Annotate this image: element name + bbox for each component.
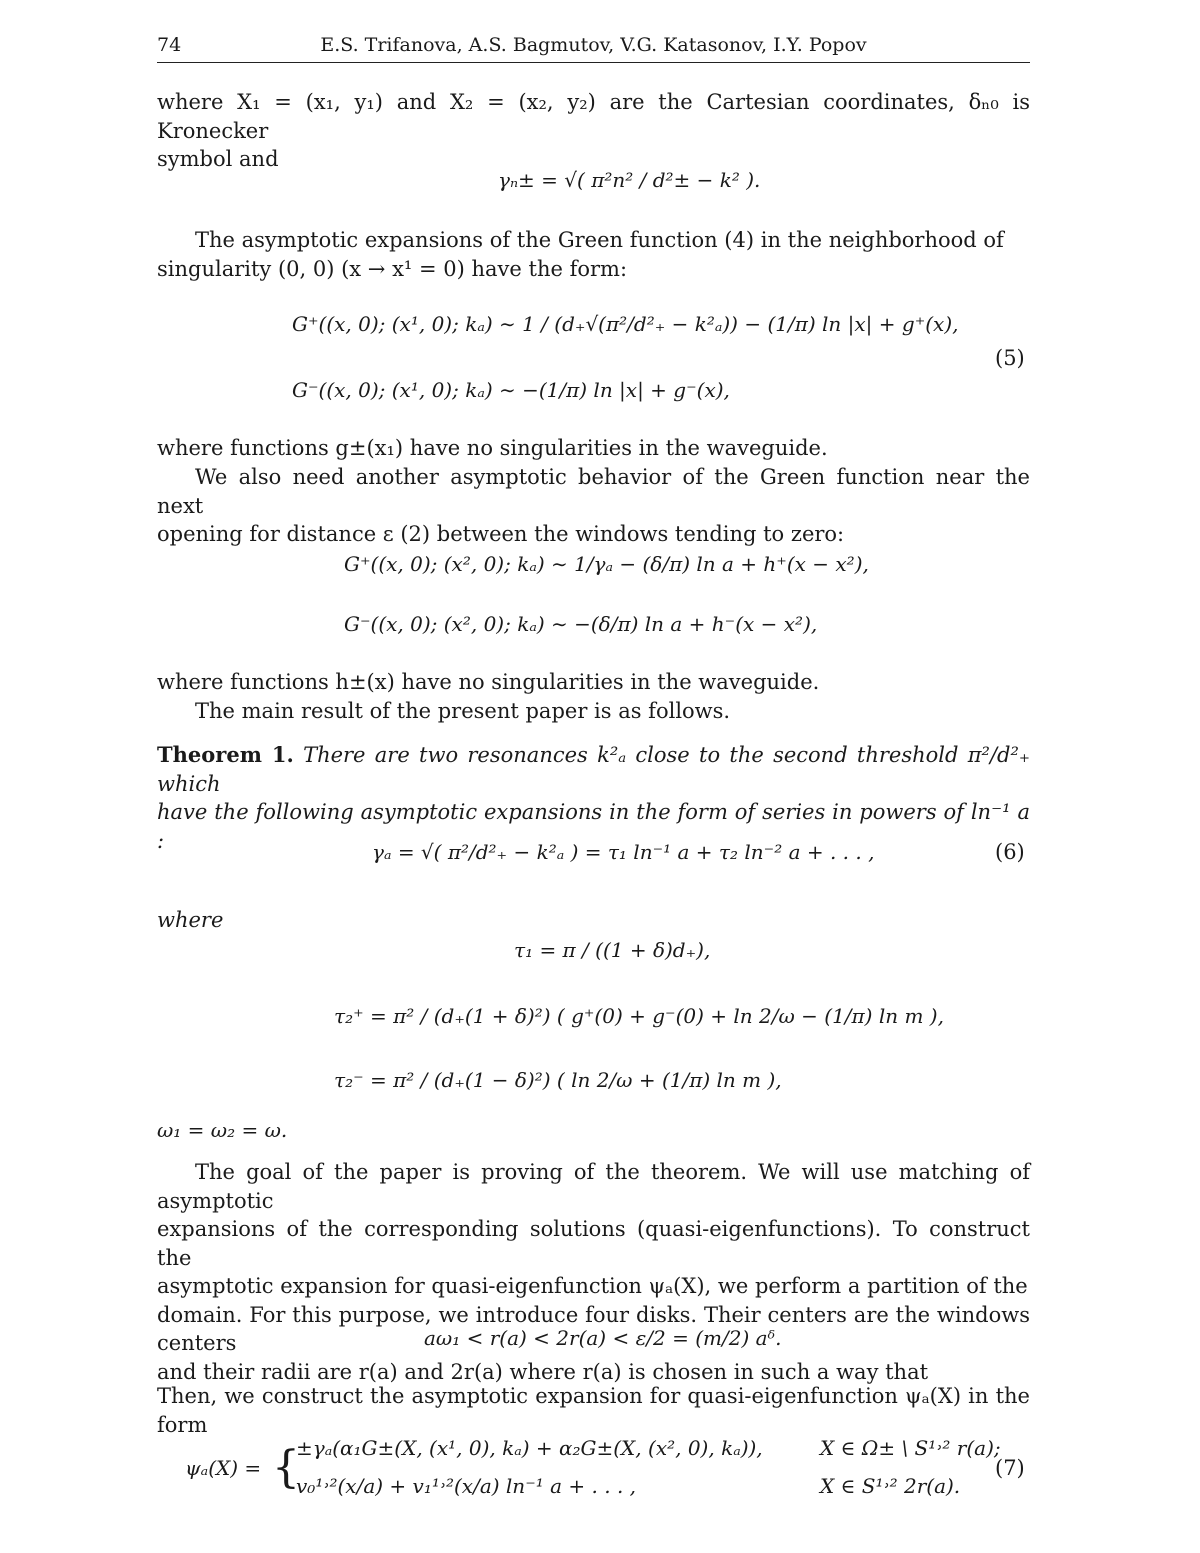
equation-h-line-1: G⁺((x, 0); (x², 0); kₐ) ∼ 1/γₐ − (δ/π) ln a + h⁺(x − x²), bbox=[344, 552, 869, 576]
paragraph-asymptotic-expansions bbox=[157, 226, 1030, 283]
equation-7-lhs: ψₐ(X) = bbox=[185, 1456, 262, 1480]
equation-tau-2-minus: τ₂⁻ = π² / (d₊(1 − δ)²) ( ln 2/ω + (1/π) ln m ), bbox=[334, 1068, 782, 1092]
text-line: The goal of the paper is proving of the theorem. We will use matching of asymptotic bbox=[157, 1160, 1030, 1213]
paragraph-goal bbox=[157, 1158, 1030, 1386]
equation-6: γₐ = √( π²/d²₊ − k²ₐ ) = τ₁ ln⁻¹ a + τ₂ ln⁻² a + . . . , bbox=[372, 840, 875, 864]
equation-omega: ω₁ = ω₂ = ω. bbox=[157, 1118, 288, 1142]
where-label: where bbox=[157, 908, 224, 932]
running-header bbox=[157, 34, 1030, 62]
text-line: symbol and bbox=[157, 147, 279, 171]
theorem-label: Theorem 1. bbox=[157, 742, 294, 767]
equation-number-5: (5) bbox=[995, 346, 1025, 370]
text-line: domain. For this purpose, we introduce four disks. Their centers are the windows centers bbox=[157, 1302, 1030, 1355]
equation-7-case-2: v₀¹˒²(x/a) + v₁¹˒²(x/a) ln⁻¹ a + . . . , bbox=[296, 1474, 637, 1498]
text-line: asymptotic expansion for quasi-eigenfunction ψₐ(X), we perform a partition of the bbox=[157, 1274, 1028, 1298]
equation-7-brace: { bbox=[272, 1442, 300, 1493]
paragraph-functions-g: where functions g±(x₁) have no singularities in the waveguide. bbox=[157, 436, 828, 460]
theorem-line: have the following asymptotic expansions in the form of series in powers of ln⁻¹ a : bbox=[157, 800, 1030, 853]
equation-radius: aω₁ < r(a) < 2r(a) < ε/2 = (m/2) aᵟ. bbox=[424, 1326, 782, 1350]
text-line: singularity (0, 0) (x → x¹ = 0) have the form: bbox=[157, 256, 628, 281]
header-rule bbox=[157, 62, 1030, 63]
paragraph-functions-h: where functions h±(x) have no singularities in the waveguide. bbox=[157, 670, 820, 694]
equation-7-case-1: ±γₐ(α₁G±(X, (x¹, 0), kₐ) + α₂G±(X, (x², 0), kₐ)), bbox=[296, 1436, 763, 1460]
theorem-text: There are two resonances k²ₐ close to the second threshold π²/d²₊ which bbox=[157, 743, 1030, 796]
equation-number-6: (6) bbox=[995, 840, 1025, 864]
equation-7-condition-1: X ∈ Ω± \ S¹˒² r(a); bbox=[820, 1436, 1001, 1460]
text-line: where X₁ = (x₁, y₁) and X₂ = (x₂, y₂) are the Cartesian coordinates, δₙ₀ is Kronecker bbox=[157, 90, 1030, 143]
paragraph-another-asymptotic bbox=[157, 463, 1030, 549]
text-line: We also need another asymptotic behavior of the Green function near the next bbox=[157, 465, 1030, 518]
paragraph-main-result: The main result of the present paper is as follows. bbox=[195, 699, 731, 723]
paragraph-construct: Then, we construct the asymptotic expansion for quasi-eigenfunction ψₐ(X) in the form bbox=[157, 1384, 1030, 1437]
equation-5-line-1: G⁺((x, 0); (x¹, 0); kₐ) ∼ 1 / (d₊√(π²/d²₊ − k²ₐ)) − (1/π) ln |x| + g⁺(x), bbox=[292, 312, 959, 336]
equation-5-line-2: G⁻((x, 0); (x¹, 0); kₐ) ∼ −(1/π) ln |x| + g⁻(x), bbox=[292, 378, 730, 402]
equation-tau-1: τ₁ = π / ((1 + δ)d₊), bbox=[514, 938, 711, 962]
equation-tau-2-plus: τ₂⁺ = π² / (d₊(1 + δ)²) ( g⁺(0) + g⁻(0) + ln 2/ω − (1/π) ln m ), bbox=[334, 1004, 944, 1028]
paragraph-coordinates bbox=[157, 88, 1030, 174]
equation-gamma-n: γₙ± = √( π²n² / d²± − k² ). bbox=[498, 168, 761, 192]
equation-7-condition-2: X ∈ S¹˒² 2r(a). bbox=[820, 1474, 961, 1498]
equation-h-line-2: G⁻((x, 0); (x², 0); kₐ) ∼ −(δ/π) ln a + h⁻(x − x²), bbox=[344, 612, 818, 636]
page-number: 74 bbox=[157, 34, 182, 56]
theorem-1 bbox=[157, 741, 1030, 855]
text-line: and their radii are r(a) and 2r(a) where r(a) is chosen in such a way that bbox=[157, 1359, 929, 1384]
text-line: opening for distance ε (2) between the windows tending to zero: bbox=[157, 522, 845, 546]
theorem-line bbox=[157, 741, 1030, 798]
text-line: The asymptotic expansions of the Green function (4) in the neighborhood of bbox=[195, 228, 1004, 252]
header-authors: E.S. Trifanova, A.S. Bagmutov, V.G. Katasonov, I.Y. Popov bbox=[320, 34, 867, 56]
text-line: expansions of the corresponding solutions (quasi-eigenfunctions). To construct the bbox=[157, 1217, 1030, 1270]
equation-number-7: (7) bbox=[995, 1456, 1025, 1480]
